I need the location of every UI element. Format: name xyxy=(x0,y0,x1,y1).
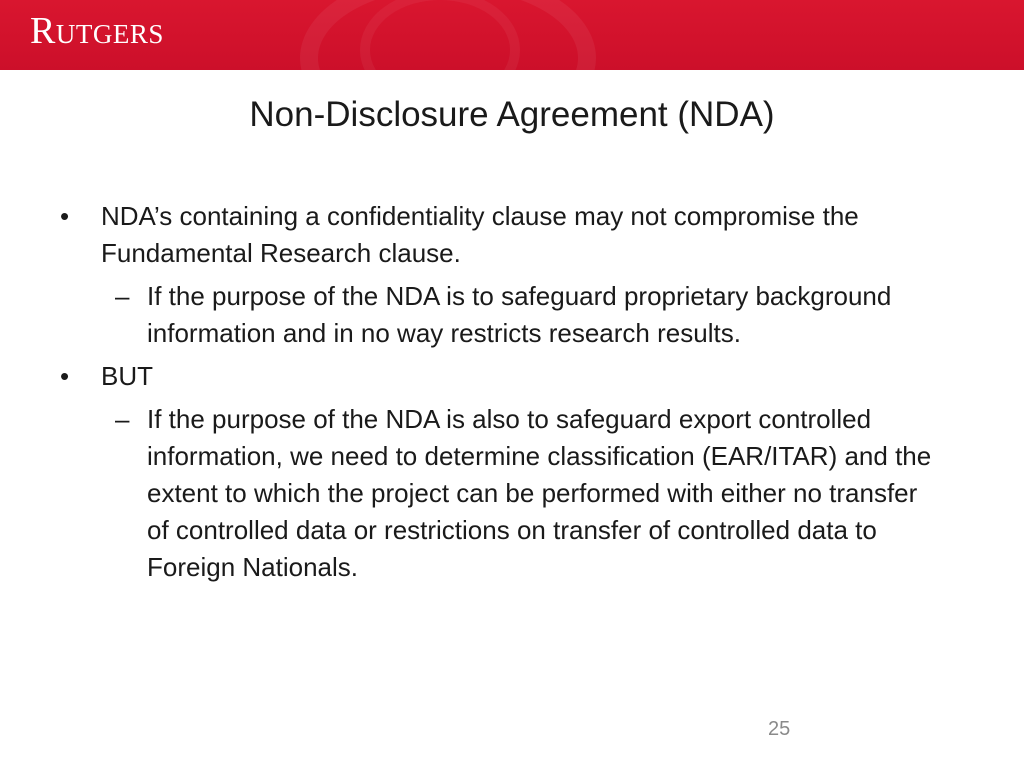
sub-bullet-text: If the purpose of the NDA is to safeguard proprietary background information and in no way restricts research results. xyxy=(147,281,892,348)
sub-bullet-item xyxy=(60,401,940,586)
bullet-item xyxy=(60,358,940,395)
sub-bullet-marker: – xyxy=(115,404,130,434)
bullet-text: NDA’s containing a confidentiality clause may not compromise the Fundamental Research clause. xyxy=(101,201,859,268)
slide-content xyxy=(60,198,940,592)
bullet-marker: • xyxy=(60,361,70,391)
bullet-marker: • xyxy=(60,201,70,231)
bullet-item xyxy=(60,198,940,272)
watermark-seal-inner xyxy=(360,0,520,70)
sub-bullet-text: If the purpose of the NDA is also to safeguard export controlled information, we need to determine classification (EAR/ITAR) and the extent to which the project can be performed with either no transfer of controlled data or restrictions on transfer of controlled data to Foreign Nationals. xyxy=(147,404,932,582)
page-number: 25 xyxy=(768,718,791,740)
slide-title: Non-Disclosure Agreement (NDA) xyxy=(249,95,775,134)
sub-bullet-item xyxy=(60,278,940,352)
sub-bullet-marker: – xyxy=(115,281,130,311)
bullet-text: BUT xyxy=(101,361,153,391)
header-band xyxy=(0,0,1024,70)
rutgers-logo: Rutgers xyxy=(30,10,164,52)
